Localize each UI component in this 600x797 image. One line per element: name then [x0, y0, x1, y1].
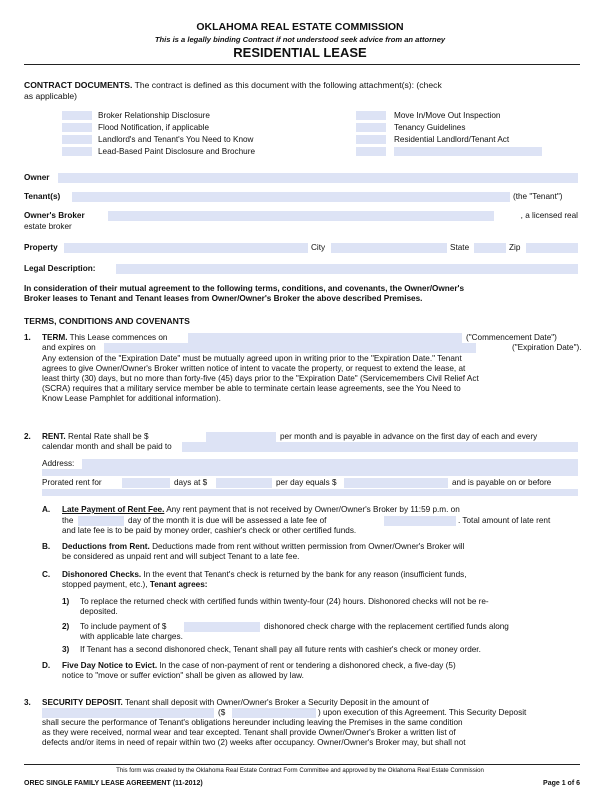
sub-b-l2: be considered as unpaid rent and will subject Tenant to a late fee. — [62, 552, 300, 561]
prorated-total-field[interactable] — [344, 478, 448, 488]
tenant-field[interactable] — [72, 192, 510, 202]
term-heading: TERM. — [42, 333, 68, 342]
sub-c-line1 — [62, 570, 467, 580]
deductions-text: Deductions made from rent without written permission from Owner/Owner's Broker will — [152, 542, 465, 551]
deposit-text: Tenant shall deposit with Owner/Owner's Broker a Security Deposit in the amount of — [124, 698, 429, 707]
attachment-checkbox-move-in-out[interactable] — [356, 111, 386, 120]
footer-credit: This form was created by the Oklahoma Real Estate Contract Form Committee and approved by the Oklahoma Real Estate Commission — [116, 767, 484, 774]
prorated-b: days at $ — [174, 478, 208, 487]
footer-page-number: Page 1 of 6 — [543, 780, 580, 787]
deposit-number: 3. — [24, 698, 31, 707]
contract-documents-intro2: as applicable) — [24, 91, 78, 101]
prorated-a: Prorated rent for — [42, 478, 102, 487]
sub-d-letter: D. — [42, 661, 51, 670]
rent-address-field[interactable] — [82, 459, 578, 469]
rent-line1b: per month and is payable in advance on the first day of each and every — [280, 432, 538, 441]
attachment-label: Tenancy Guidelines — [394, 123, 466, 132]
attachment-checkbox-lead-paint[interactable] — [62, 147, 92, 156]
term-body: agrees to give Owner/Owner's Broker written notice of intent to vacate the property, or request to extend the lease, at — [42, 364, 466, 373]
attachment-checkbox-other[interactable] — [356, 147, 386, 156]
sub-b-letter: B. — [42, 542, 51, 551]
footer-form-id: OREC SINGLE FAMILY LEASE AGREEMENT (11-2012) — [24, 780, 203, 787]
term-body: Any extension of the "Expiration Date" must be mutually agreed upon in writing prior to the "Expiration Date." Tenant — [42, 354, 462, 363]
attachment-label: Lead-Based Paint Disclosure and Brochure — [98, 147, 256, 156]
deposit-line1 — [42, 698, 429, 708]
evict-heading: Five Day Notice to Evict. — [62, 661, 158, 670]
attachment-label: Landlord's and Tenant's You Need to Know — [98, 135, 254, 144]
late-fee-amount-field[interactable] — [384, 516, 456, 526]
attachment-checkbox-flood[interactable] — [62, 123, 92, 132]
header-divider — [24, 64, 580, 65]
attachment-label: Broker Relationship Disclosure — [98, 111, 210, 120]
prorated-d: and is payable on or before — [452, 478, 552, 487]
state-field[interactable] — [474, 243, 506, 253]
zip-label: Zip — [509, 243, 521, 252]
attachment-other-field[interactable] — [394, 147, 542, 156]
deductions-heading: Deductions from Rent. — [62, 542, 150, 551]
broker-suffix: , a licensed real — [520, 211, 578, 220]
evict-text: In the case of non-payment of rent or tendering a dishonored check, a five-day (5) — [159, 661, 456, 670]
deposit-body: defects and/or items in need of repair within two (2) weeks after occupancy. Owner/Owner's Broker may, but shall not — [42, 738, 466, 747]
term-body: least thirty (30) days, but no more than forty-five (45) days prior to the "Expiration Date" (Servicemembers Civil Relief Act — [42, 374, 479, 383]
broker-label: Owner's Broker — [24, 211, 85, 220]
rent-line1 — [42, 432, 149, 442]
property-label: Property — [24, 243, 58, 252]
deposit-l2a: ($ — [218, 708, 226, 717]
city-label: City — [311, 243, 326, 252]
sub-d-line1 — [62, 661, 456, 671]
legal-notice: This is a legally binding Contract if not understood seek advice from an attorney — [154, 35, 446, 44]
late-fee-heading: Late Payment of Rent Fee. — [62, 505, 165, 514]
sub-c-letter: C. — [42, 570, 51, 579]
c-item-line: To replace the returned check with certified funds within twenty-four (24) hours. Dishonored checks will not be re- — [80, 597, 489, 606]
attachment-label: Flood Notification, if applicable — [98, 123, 210, 132]
consideration-line: Broker leases to Tenant and Tenant leases from Owner/Owner's Broker the above described Premises. — [24, 294, 423, 303]
dishonored-fee-field[interactable] — [184, 622, 260, 632]
sub-a-l3: and late fee is to be paid by money order, cashier's check or other certified funds. — [62, 526, 357, 535]
consideration-line: In consideration of their mutual agreement to the following terms, conditions, and covenants, the Owner/Owner's — [24, 284, 465, 293]
sub-a-l2b: day of the month it is due will be assessed a late fee of — [128, 516, 327, 525]
c-item-number: 2) — [62, 622, 70, 631]
attachment-label: Move In/Move Out Inspection — [394, 111, 501, 120]
dishonored-l2a: stopped payment, etc.), — [62, 580, 148, 589]
property-field[interactable] — [64, 243, 308, 253]
tenant-suffix: (the "Tenant") — [513, 192, 563, 201]
c-item-line: dishonored check charge with the replacement certified funds along — [264, 622, 509, 631]
form-title: RESIDENTIAL LEASE — [233, 45, 367, 60]
sub-a-l2c: . Total amount of late rent — [458, 516, 551, 525]
deposit-body: shall secure the performance of Tenant's obligations hereunder including leaving the Premises in the same condition — [42, 718, 463, 727]
owner-label: Owner — [24, 173, 50, 182]
term-body: (SCRA) requires that a military service member be able to terminate certain lease agreements, see the You Need to — [42, 384, 461, 393]
sub-b-line1 — [62, 542, 464, 552]
c-item-number: 1) — [62, 597, 70, 606]
zip-field[interactable] — [526, 243, 578, 253]
term-line1 — [42, 333, 167, 343]
commencement-date-field[interactable] — [188, 333, 462, 343]
footer-divider — [24, 764, 580, 765]
rental-rate-field[interactable] — [206, 432, 276, 442]
broker-suffix2: estate broker — [24, 222, 72, 231]
sub-c-line2 — [62, 580, 207, 590]
legal-description-label: Legal Description: — [24, 264, 96, 273]
contract-documents-intro: The contract is defined as this document with the following attachment(s): (check — [134, 80, 442, 90]
rent-heading: RENT. — [42, 432, 66, 441]
attachment-checkbox-landlord-tenant-act[interactable] — [356, 135, 386, 144]
attachment-label: Residential Landlord/Tenant Act — [394, 135, 510, 144]
rent-number: 2. — [24, 432, 31, 441]
c-item-line: If Tenant has a second dishonored check, Tenant shall pay all future rents with cashier's check or money order. — [80, 645, 481, 654]
terms-heading: TERMS, CONDITIONS AND COVENANTS — [24, 316, 190, 326]
c-item-line: deposited. — [80, 607, 118, 616]
late-fee-day-field[interactable] — [78, 516, 124, 526]
sub-d-l2: notice to "move or suffer eviction" shall be given as allowed by law. — [62, 671, 304, 680]
broker-field[interactable] — [108, 211, 494, 221]
deposit-l2b: ) upon execution of this Agreement. This Security Deposit — [318, 708, 527, 717]
rent-paid-to: calendar month and shall be paid to — [42, 442, 172, 451]
attachment-checkbox-tenancy-guidelines[interactable] — [356, 123, 386, 132]
tenant-label: Tenant(s) — [24, 192, 61, 201]
late-fee-text: Any rent payment that is not received by Owner/Owner's Broker by 11:59 p.m. on — [166, 505, 460, 514]
attachment-checkbox-need-to-know[interactable] — [62, 135, 92, 144]
expiration-label: ("Expiration Date"). — [512, 343, 582, 352]
commencement-label: ("Commencement Date") — [466, 333, 557, 342]
c-item-line: with applicable late charges. — [80, 632, 183, 641]
contract-documents-heading: CONTRACT DOCUMENTS. — [24, 80, 133, 90]
contract-documents-line — [24, 80, 442, 91]
term-expires: and expires on — [42, 343, 96, 352]
state-label: State — [450, 243, 470, 252]
city-field[interactable] — [331, 243, 447, 253]
deposit-heading: SECURITY DEPOSIT. — [42, 698, 123, 707]
expiration-date-field[interactable] — [104, 343, 476, 353]
dishonored-heading: Dishonored Checks. — [62, 570, 142, 579]
legal-description-field[interactable] — [116, 264, 578, 274]
rent-payee-field[interactable] — [182, 442, 578, 452]
rent-address-label: Address: — [42, 459, 75, 468]
attachment-checkbox-broker-relationship[interactable] — [62, 111, 92, 120]
deposit-amount-field[interactable] — [232, 708, 316, 718]
deposit-body: as they were received, normal wear and tear excepted. Tenant shall provide Owner/Owner's Broker a written list of — [42, 728, 456, 737]
owner-field[interactable] — [58, 173, 578, 183]
rent-address-field-2[interactable] — [42, 469, 578, 476]
sub-a-letter: A. — [42, 505, 51, 514]
deposit-amount-words-field[interactable] — [42, 708, 214, 718]
term-body: Know Lease Pamphlet for additional information). — [42, 394, 221, 403]
term-number: 1. — [24, 333, 31, 342]
c-item-line: To include payment of $ — [80, 622, 167, 631]
prorated-c: per day equals $ — [276, 478, 337, 487]
prorated-days-field[interactable] — [122, 478, 170, 488]
term-commences: This Lease commences on — [69, 333, 168, 342]
prorated-due-date-field[interactable] — [42, 489, 578, 496]
rent-rate-text: Rental Rate shall be $ — [67, 432, 149, 441]
sub-a-l2a: the — [62, 516, 74, 525]
c-item-number: 3) — [62, 645, 70, 654]
dishonored-text: In the event that Tenant's check is returned by the bank for any reason (insufficient funds, — [143, 570, 467, 579]
tenant-agrees: Tenant agrees: — [149, 580, 208, 589]
commission-name: OKLAHOMA REAL ESTATE COMMISSION — [196, 21, 404, 33]
sub-a-line1 — [62, 505, 460, 515]
prorated-day-rate-field[interactable] — [216, 478, 272, 488]
